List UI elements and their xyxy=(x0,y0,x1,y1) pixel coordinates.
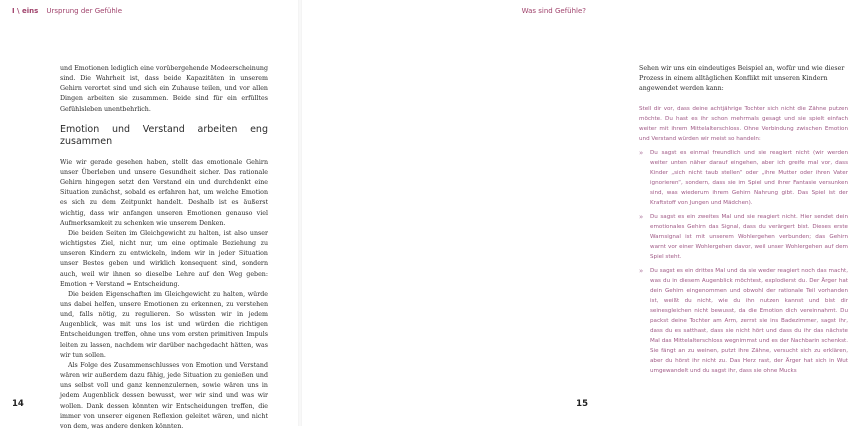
left-running-header xyxy=(12,7,122,15)
page-number-left: 14 xyxy=(12,399,24,409)
bullet-marker: » xyxy=(639,149,644,158)
list-item xyxy=(639,266,848,376)
bullet-marker: » xyxy=(639,267,644,276)
section-heading: Emotion und Verstand arbeiten eng zusammen xyxy=(60,123,268,147)
right-body-text xyxy=(639,64,848,380)
example-box xyxy=(639,104,848,376)
left-page xyxy=(0,0,300,430)
chapter-label: I \ eins xyxy=(12,7,39,15)
list-item-text: Du sagst es einmal freundlich und sie reagiert nicht (wir werden weiter unten näher darauf eingehen, aber ich greife mal vor, dass Kinder „sich nicht taub stellen“ oder „ihre Mutter oder ihren Vater ignorieren“, sondern, dass sie im Spiel und ihrer Fantasie versunken sind, was wiederum ihrem Gehirn Nahrung gibt. Das Spiel ist der Kraftstoff von Jungen und Mädchen). xyxy=(650,150,848,207)
chapter-title: Ursprung der Gefühle xyxy=(46,7,123,15)
right-page xyxy=(300,0,848,426)
paragraph-3: Die beiden Seiten im Gleichgewicht zu halten, ist also unser wichtigstes Ziel, nicht nur, um eine optimale Beziehung zu unseren Kindern zu entwickeln, indem wir in jeder Situation unser Bestes geben und wirklich konsequent sind, sondern auch, weil wir ihnen so dieselbe Lehre auf den Weg geben: Emotion + Verstand = Entscheidung. xyxy=(60,229,268,288)
paragraph-2: Wie wir gerade gesehen haben, stellt das emotionale Gehirn unser Überleben und unsere Gesundheit sicher. Das rationale Gehirn hingegen setzt den Verstand ein und durchdenkt eine Situation zunächst, sobald es erfahren hat, um welche Emotion es sich zu dem Zeitpunkt handelt. Deshalb ist es äußerst wichtig, dass wir anfangen unseren Emotionen genauso viel Aufmerksamkeit zu schenken wie unserem Denken. xyxy=(60,158,268,227)
list-item-text: Du sagst es ein drittes Mal und da sie weder reagiert noch das macht, was du in diesem Augenblick möchtest, explodierst du. Der Ärger hat dein Gehirn eingenommen und obwohl der rationale Teil vorhanden ist, weißt du nicht, wie du ihn nutzen kannst und bist dir seinesgleichen nicht bewusst, da die Emotion dich vereinnahmt. Du packst deine Tochter am Arm, zerrst sie ins Badezimmer, sagst ihr, dass du es satthast, dass sie nicht hört und dass du ihr das nächste Mal das Mittelalterschloss wegnimmst und es der Nachbarin schenkst. Sie fängt an zu weinen, putzt ihre Zähne, versucht sich zu erklären, aber du hörst ihr nicht zu. Das Herz rast, der Ärger hat sich in Wut umgewandelt und du sagst ihr, dass sie ohne Mucks xyxy=(650,268,848,375)
paragraph-5: Als Folge des Zusammenschlusses von Emotion und Verstand wären wir außerdem dazu fähig, jede Situation zu genießen und uns selbst voll und ganz kennenzulernen, sowie wären uns in jedem Augenblick dessen bewusst, wer wir sind und was wir wollen. Dank dessen könnten wir Entscheidungen treffen, die immer von unserer eigenen Reflexion geleitet wären, und nicht von dem, was andere denken könnten. xyxy=(60,361,268,430)
bullet-marker: » xyxy=(639,213,644,222)
right-running-header: Was sind Gefühle? xyxy=(521,7,586,15)
list-item xyxy=(639,148,848,208)
paragraph-1: und Emotionen lediglich eine vorübergehende Modeerscheinung sind. Die Wahrheit ist, dass beide Kapazitäten in unserem Gehirn verortet sind und sich ein Zuhause teilen, und vor allen Dingen arbeiten sie zusammen. Beide sind für ein erfülltes Gefühlsleben unentbehrlich. xyxy=(60,65,268,113)
left-body-text xyxy=(60,64,268,432)
example-list xyxy=(639,148,848,376)
intro-paragraph: Sehen wir uns ein eindeutiges Beispiel an, wofür und wie dieser Prozess in einem alltäglichen Konflikt mit unseren Kindern angewendet werden kann: xyxy=(639,65,845,93)
example-intro: Stell dir vor, dass deine achtjährige Tochter sich nicht die Zähne putzen möchte. Du hast es ihr schon mehrmals gesagt und sie spielt einfach weiter mit ihrem Mittelalterschloss. Ohne Verbindung zwischen Emotion und Verstand würden wir meist so handeln: xyxy=(639,106,848,143)
page-number-right: 15 xyxy=(576,399,588,409)
paragraph-4: Die beiden Eigenschaften im Gleichgewicht zu halten, würde uns dabei helfen, unsere Emotionen zu erkennen, zu verstehen und, falls nötig, zu regulieren. So wüssten wir in jedem Augenblick, was mit uns los ist und würden die richtigen Entscheidungen treffen, ohne uns vom ersten primitiven Impuls leiten zu lassen, nachdem wir darüber nachgedacht hätten, was wir tun sollen. xyxy=(60,290,268,359)
list-item xyxy=(639,212,848,262)
list-item-text: Du sagst es ein zweites Mal und sie reagiert nicht. Hier sendet dein emotionales Gehirn das Signal, dass du verärgert bist. Dieses erste Warnsignal ist mit unserem Wohlergehen verbunden; das Gehirn warnt vor einer Wohlergehen davor, weil unser Wohlergehen auf dem Spiel steht. xyxy=(650,214,848,261)
